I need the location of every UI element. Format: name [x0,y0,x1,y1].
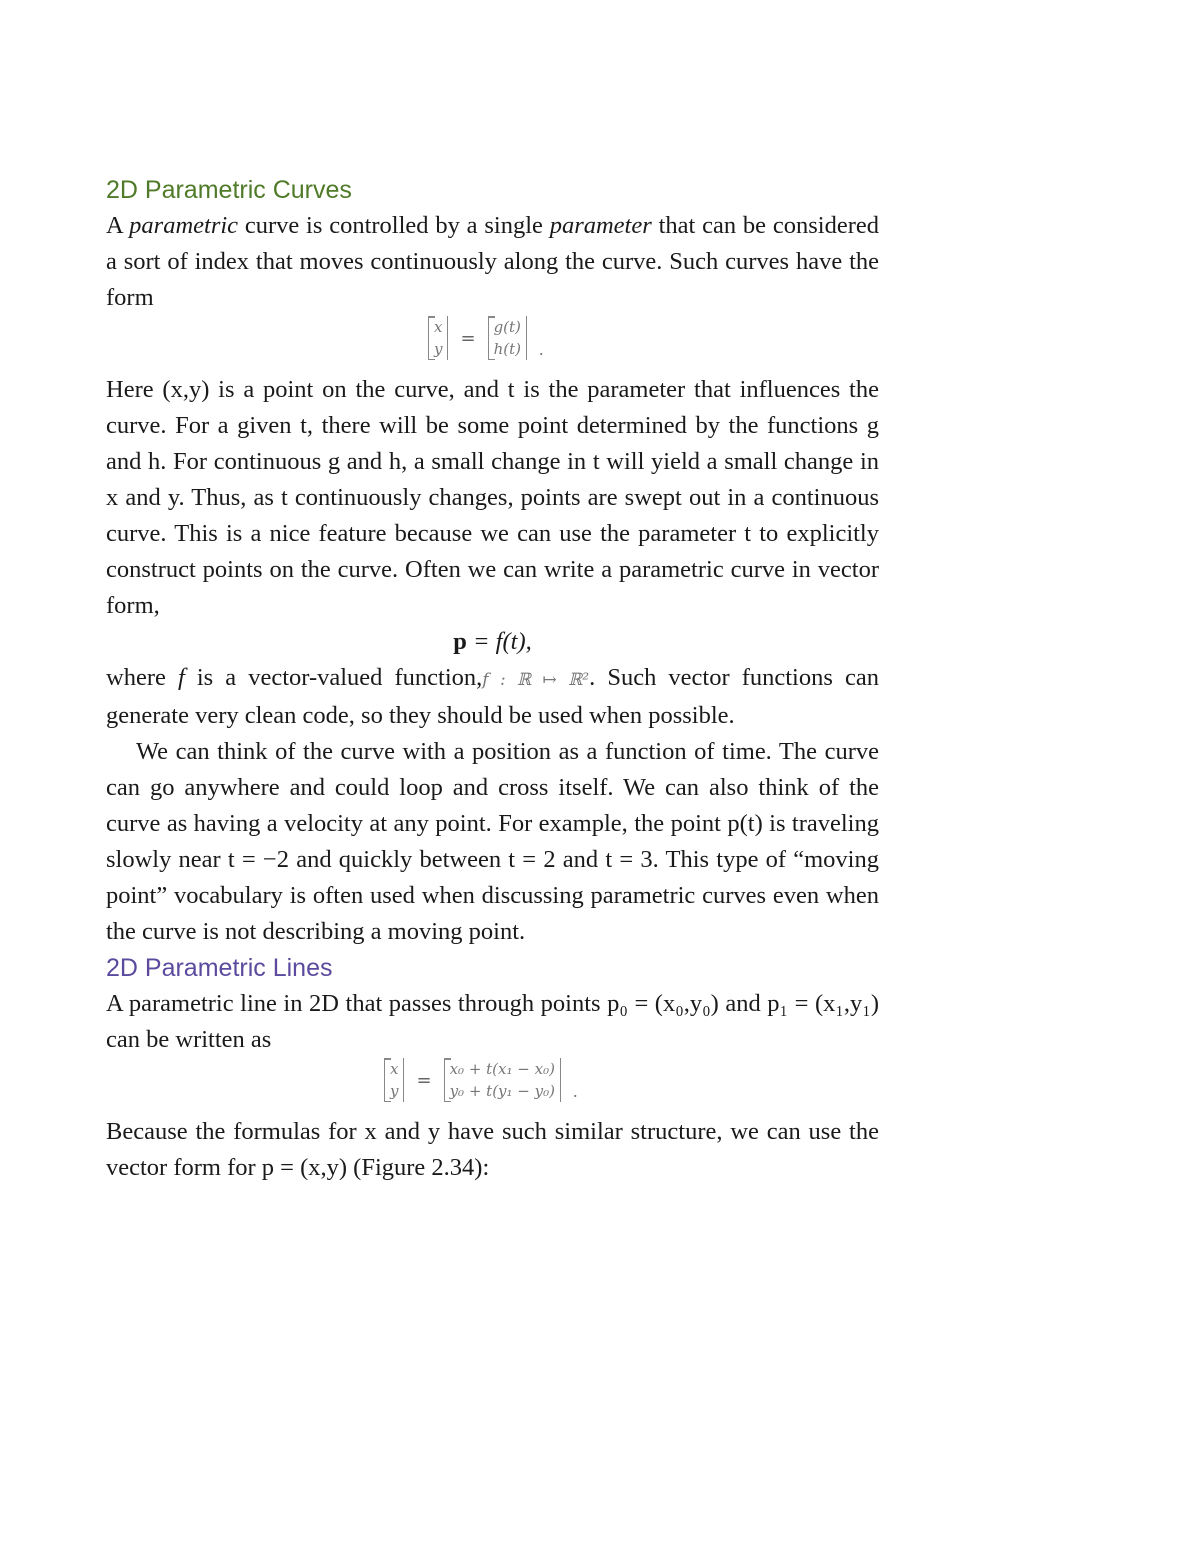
matrix-lhs [384,1058,404,1102]
paragraph-vector-line: Because the formulas for x and y have such similar structure, we can use the vector form for p = (x,y) (Figure 2.34): [106,1118,879,1181]
section-heading-parametric-lines: 2D Parametric Lines [106,954,333,982]
equation-period: . [572,1081,578,1101]
vector-p: p [453,628,467,655]
matrix-entry: h(t) [493,340,521,358]
matrix-entry: y [390,1082,399,1100]
paragraph-vector-function [106,660,879,734]
term-parameter: parameter [549,212,652,239]
text-run: A [106,212,130,239]
matrix-entry: y [434,340,443,358]
matrix-rhs [444,1058,561,1102]
equals-sign: = [460,327,476,349]
matrix-entry: g(t) [493,318,521,336]
text-run: is a vector-valued function, [184,664,483,691]
text-run: that can be considered a sort of index that moves continuously along the curve. Such curves have the form [106,212,879,311]
paragraph-intro [106,208,879,316]
matrix-entry: x [434,318,443,336]
section-heading-parametric-curves: 2D Parametric Curves [106,176,352,204]
text-run: . Such vector functions can generate very clean code, so they should be used when possible. [106,664,879,729]
matrix-entry: y₀ + t(y₁ − y₀) [449,1082,555,1100]
equation-parametric-line [106,1058,879,1114]
equation-period: . [538,339,544,359]
term-f: f [177,664,185,691]
matrix-entry: x₀ + t(x₁ − x₀) [449,1060,555,1078]
equation-parametric-form [106,316,879,372]
term-parametric: parametric [129,212,239,239]
text-run: curve is controlled by a single [238,212,550,239]
matrix-rhs [488,316,527,360]
matrix-lhs [428,316,448,360]
matrix-entry: x [390,1060,399,1078]
page-content [106,172,879,1186]
vector-rest: = f(t), [466,628,532,655]
paragraph-explanation: Here (x,y) is a point on the curve, and t is the parameter that influences the curve. For a given t, there will be some point determined by the functions g and h. For continuous g and h, a small change in t will yield a small change in x and y. Thus, as t continuously changes, points are swept out in a continuous curve. This is a nice feature because we can use the parameter t to explicitly construct points on the curve. Often we can write a parametric curve in vector form, [106,376,879,619]
paragraph-moving-point: We can think of the curve with a position as a function of time. The curve can go anywhere and could loop and cross itself. We can also think of the curve as having a velocity at any point. For example, the point p(t) is traveling slowly near t = −2 and quickly between t = 2 and t = 3. This type of “moving point” vocabulary is often used when discussing parametric curves even when the curve is not describing a moving point. [106,738,879,945]
inline-math-mapping: f : ℝ ↦ ℝ² [482,670,590,690]
equation-vector-form [106,624,879,660]
text-run: where [106,664,178,691]
paragraph-line-intro: A parametric line in 2D that passes through points p₀ = (x₀,y₀) and p₁ = (x₁,y₁) can be written as [106,990,879,1053]
equals-sign: = [416,1069,432,1091]
